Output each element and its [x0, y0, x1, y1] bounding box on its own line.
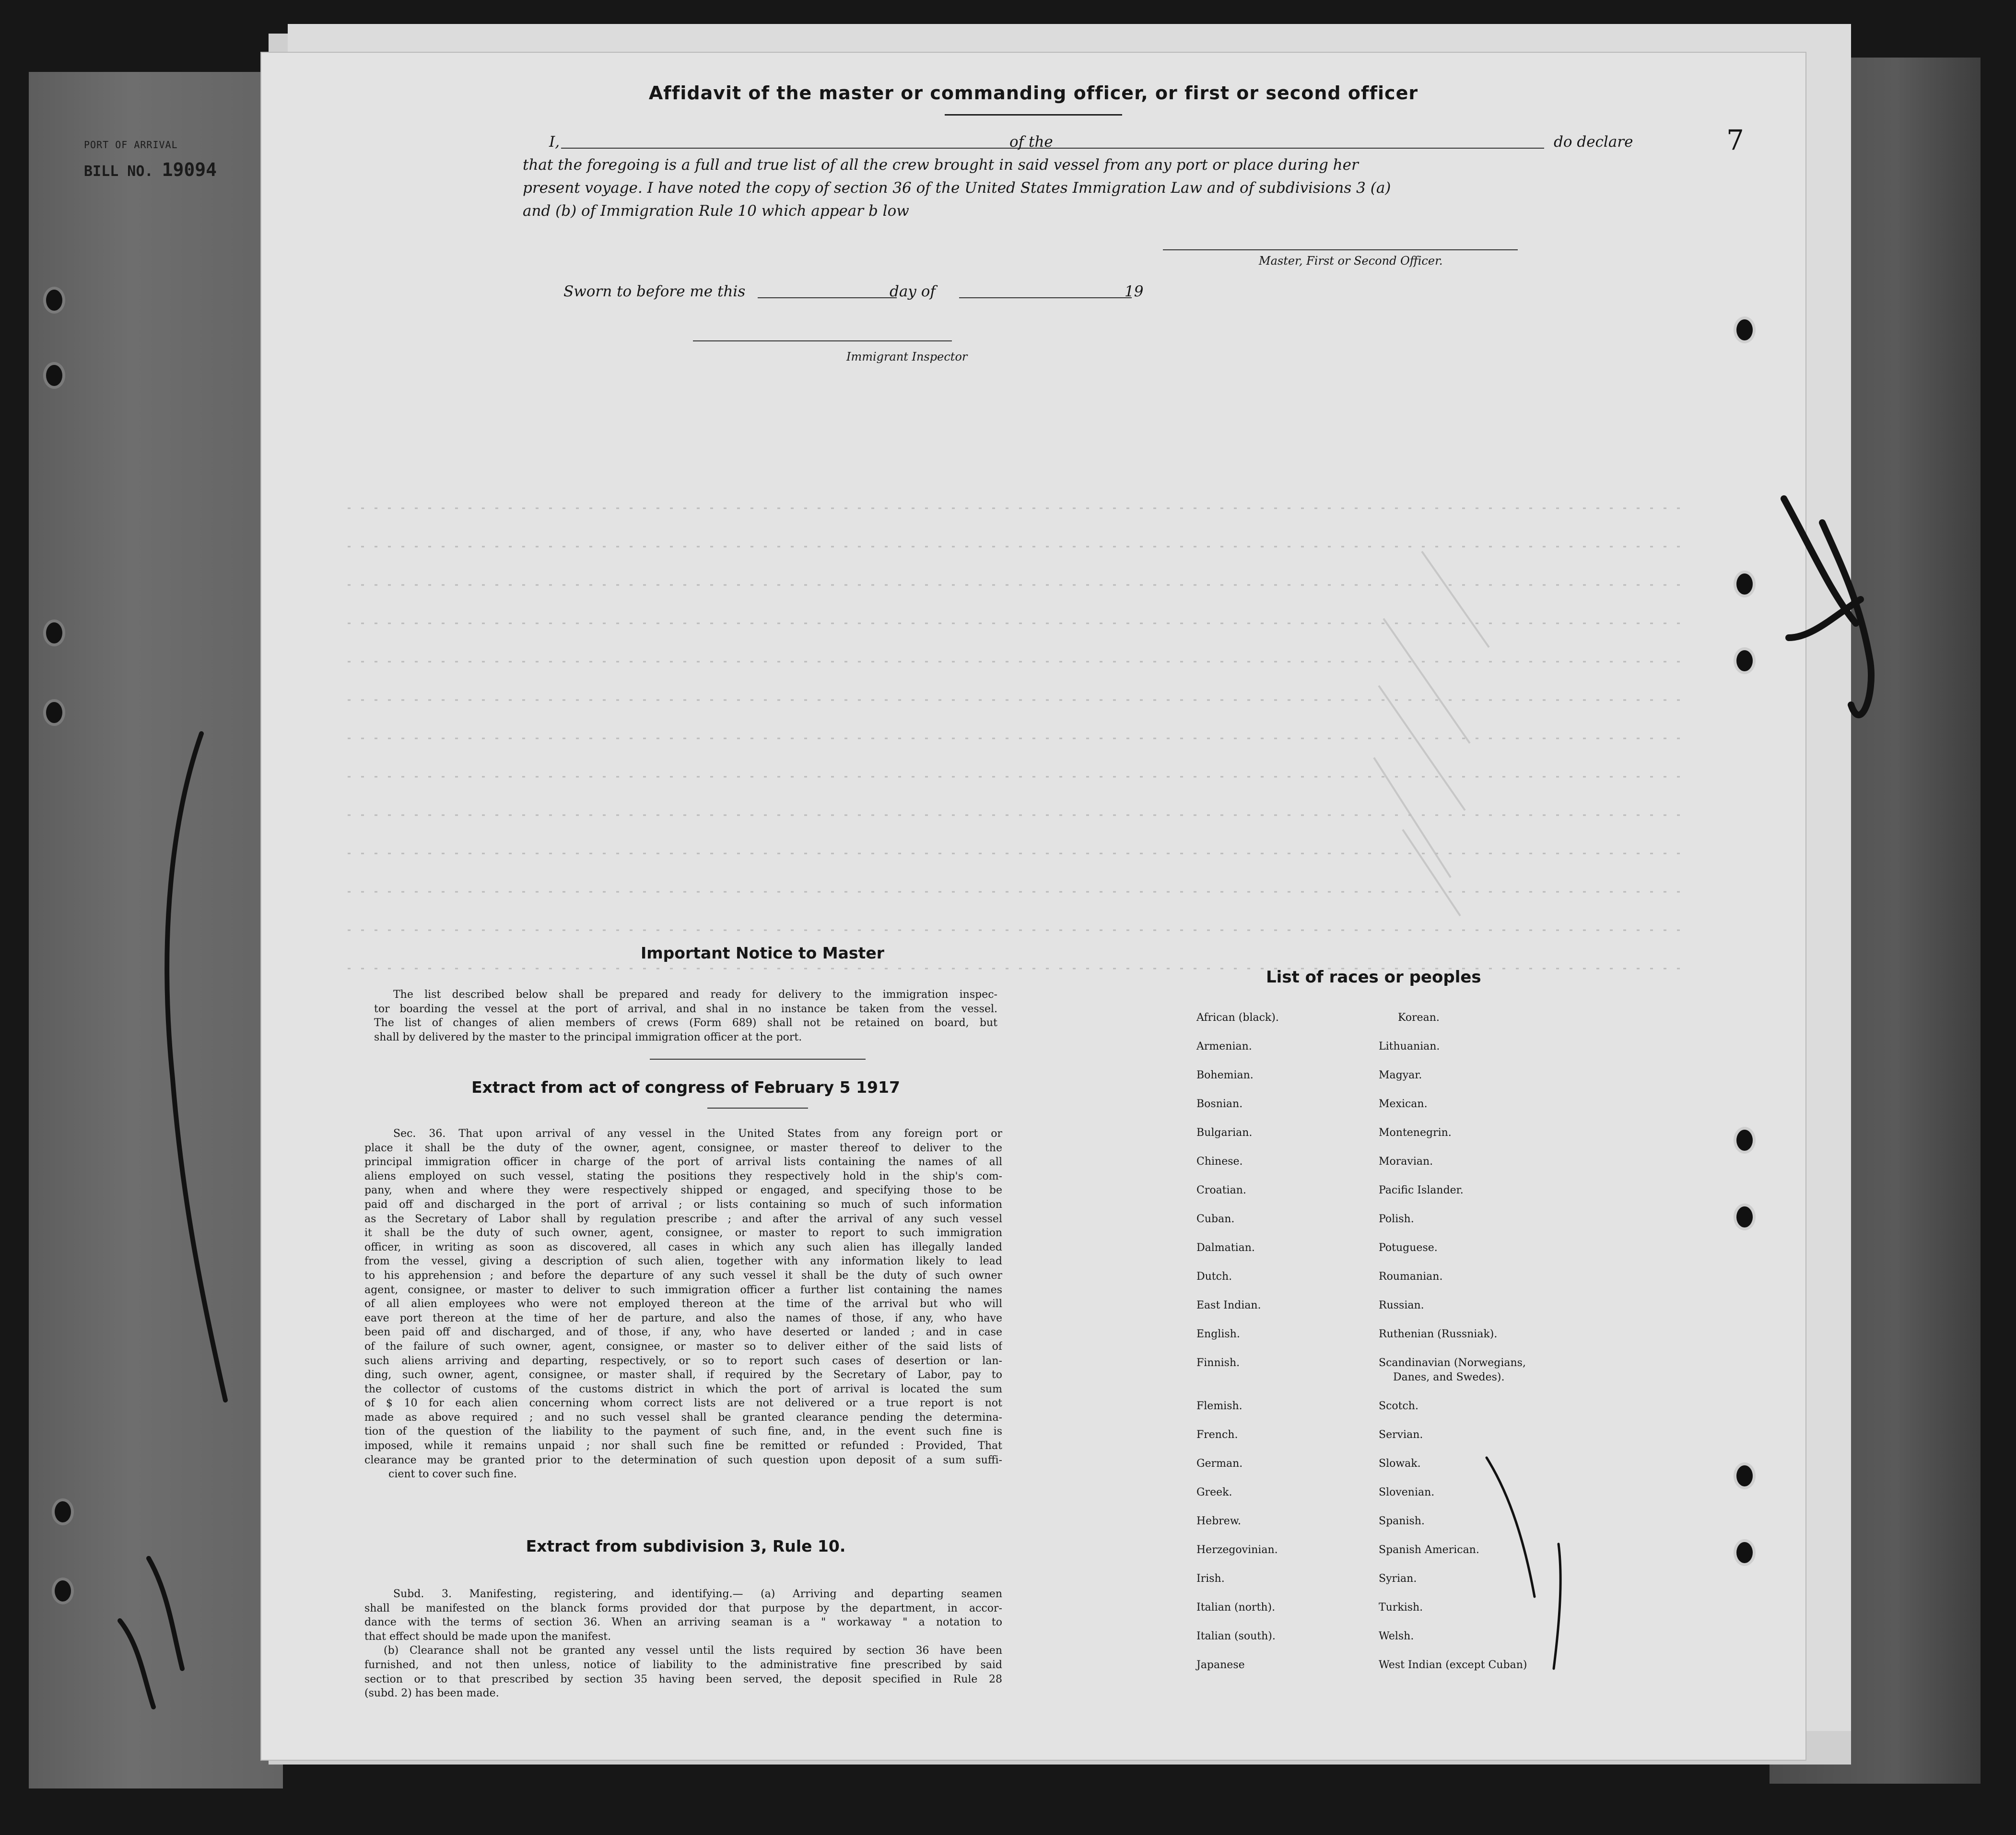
extract-rule-paragraph [364, 1587, 1002, 1701]
affidavit-line-3: present voyage. I have noted the copy of section 36 of the United States Immigration Law and of subdivisions 3 (a) [523, 179, 1391, 197]
sworn-day-blank [758, 297, 897, 298]
race-item: Spanish. [1379, 1515, 1425, 1527]
affidavit-line-4: and (b) of Immigration Rule 10 which appear b low [523, 202, 909, 220]
rule-line: dance with the terms of section 36. When an arriving seaman is a " workaway " a notation to [364, 1616, 1002, 1629]
stamp-bill-row [84, 159, 266, 180]
race-item: Hebrew. [1196, 1515, 1242, 1527]
inspector-signature-line [693, 340, 952, 341]
rule-line: furnished, and not then unless, notice of liability to the administrative fine prescribed by said [364, 1659, 1002, 1671]
race-item: Finnish. [1196, 1357, 1240, 1369]
race-item: Mexican. [1379, 1098, 1428, 1110]
race-item: Potuguese. [1379, 1242, 1438, 1254]
affidavit-line-2: that the foregoing is a full and true list of all the crew brought in said vessel from any port or place during her [523, 156, 1359, 174]
notice-line: The list described below shall be prepared and ready for delivery to the immigration inspec- [393, 989, 997, 1001]
notice-line: shall by delivered by the master to the principal immigration officer at the port. [374, 1031, 802, 1043]
rule-line: that effect should be made upon the manifest. [364, 1630, 611, 1643]
punch-hole [1734, 316, 1756, 343]
act-line: aliens employed on such vessel, stating the positions they respectively hold in the ship's com- [364, 1170, 1002, 1182]
act-line: as the Secretary of Labor shall by regulation prescribe ; and after the arrival of any such vessel [364, 1213, 1002, 1225]
race-item: African (black). [1196, 1012, 1279, 1024]
race-item: German. [1196, 1458, 1243, 1470]
act-line: place it shall be the duty of the owner, agent, consignee, or master thereof to deliver to the [364, 1142, 1002, 1154]
rule-line: (subd. 2) has been made. [364, 1687, 499, 1700]
race-item: Scandinavian (Norwegians, [1379, 1357, 1526, 1369]
races-right-column [1379, 1012, 1666, 1731]
punch-hole [1734, 1204, 1756, 1230]
act-line: made as above required ; and no such vessel shall be granted clearance pending the determina- [364, 1411, 1002, 1424]
race-item: West Indian (except Cuban) [1379, 1659, 1527, 1671]
race-item: Bohemian. [1196, 1069, 1254, 1081]
act-line: of $ 10 for each alien concerning whom correct lists are not delivered or a true report is not [364, 1397, 1002, 1410]
act-line: paid off and discharged in the port of arrival ; or lists containing so much of such information [364, 1198, 1002, 1211]
race-item: Flemish. [1196, 1400, 1242, 1412]
notice-divider [650, 1059, 866, 1060]
race-item: Syrian. [1379, 1573, 1417, 1585]
race-item: Russian. [1379, 1299, 1424, 1311]
races-title: List of races or peoples [1266, 968, 1481, 987]
act-line: of the failure of such owner, agent, consignee, or master so to deliver either of the said lists of [364, 1340, 1002, 1353]
race-item: Italian (north). [1196, 1601, 1276, 1613]
race-item: Croatian. [1196, 1184, 1246, 1196]
race-item: English. [1196, 1328, 1240, 1340]
act-line: tion of the question of the liability to the payment of such fine, and, in the event such fine is [364, 1426, 1002, 1438]
act-line: Sec. 36. That upon arrival of any vessel in the United States from any foreign port or [393, 1128, 1002, 1140]
punch-hole [43, 619, 65, 646]
extract-act-paragraph [364, 1127, 1002, 1482]
punch-hole [43, 699, 65, 726]
sworn-month-blank [959, 297, 1132, 298]
act-line: ding, such owner, agent, consignee, or master shall, if required by the Secretary of Labor, pay to [364, 1369, 1002, 1381]
race-item: Greek. [1196, 1486, 1232, 1498]
act-line: such aliens arriving and departing, respectively, or so to report such cases of desertion or lan- [364, 1355, 1002, 1367]
race-item: Servian. [1379, 1429, 1423, 1441]
bill-label: BILL NO. [84, 163, 153, 180]
rule-line: section or to that prescribed by section 35 having been served, the deposit specified in Rule 28 [364, 1673, 1002, 1685]
race-item: Roumanian. [1379, 1271, 1443, 1283]
notice-title: Important Notice to Master [641, 944, 884, 962]
punch-hole [43, 287, 65, 314]
affidavit-title: Affidavit of the master or commanding officer, or first or second officer [648, 82, 1418, 104]
bleed-through-area [348, 446, 1738, 1021]
master-signature-label: Master, First or Second Officer. [1259, 254, 1443, 268]
race-item: Moravian. [1379, 1156, 1433, 1168]
act-line: to his apprehension ; and before the departure of any such vessel it shall be the duty of such owner [364, 1269, 1002, 1282]
inspector-label: Immigrant Inspector [846, 350, 968, 363]
rule-line: (b) Clearance shall not be granted any vessel until the lists required by section 36 have been [384, 1645, 1002, 1657]
folder-stamp [84, 139, 266, 235]
extract-rule-title: Extract from subdivision 3, Rule 10. [526, 1537, 846, 1555]
race-item: Korean. [1398, 1012, 1440, 1024]
notice-paragraph [374, 988, 997, 1044]
punch-hole [1734, 1539, 1756, 1566]
race-item: Lithuanian. [1379, 1040, 1440, 1052]
race-item: Danes, and Swedes). [1393, 1371, 1505, 1383]
margin-number: 7 [1726, 124, 1744, 156]
act-line: pany, when and where they were respectively shipped or engaged, and specifying those to be [364, 1184, 1002, 1197]
act-line: agent, consignee, or master to deliver to such immigration officer a further list containing the names [364, 1284, 1002, 1296]
punch-hole [1734, 1462, 1756, 1489]
race-item: Chinese. [1196, 1156, 1243, 1168]
race-item: Slovenian. [1379, 1486, 1435, 1498]
punch-hole [43, 362, 65, 389]
folder-board [29, 72, 283, 1788]
act-line: imposed, while it remains unpaid ; nor shall such fine be remitted or refunded : Provided, That [364, 1440, 1002, 1452]
bill-number: 19094 [162, 159, 217, 180]
rule-line: Subd. 3. Manifesting, registering, and identifying.— (a) Arriving and departing seamen [393, 1588, 1002, 1600]
punch-hole [52, 1498, 74, 1525]
master-signature-line [1163, 249, 1518, 250]
race-item: Dalmatian. [1196, 1242, 1255, 1254]
act-line: officer, in writing as soon as discovered, all cases in which any such alien has illegally landed [364, 1241, 1002, 1253]
race-item: Magyar. [1379, 1069, 1422, 1081]
bleed-through-texture [348, 446, 1738, 1021]
race-item: Spanish American. [1379, 1544, 1479, 1556]
punch-hole [1734, 1127, 1756, 1154]
rule-line: shall be manifested on the blanck forms provided dor that purpose by the department, in accor- [364, 1602, 1002, 1614]
day-of-label: day of [890, 283, 936, 300]
race-item: Armenian. [1196, 1040, 1252, 1052]
extract-act-underline [707, 1108, 808, 1109]
race-item: Dutch. [1196, 1271, 1232, 1283]
affidavit-i: I, [549, 133, 560, 151]
race-item: Japanese [1196, 1659, 1245, 1671]
races-left-column [1196, 1012, 1379, 1731]
act-line: eave port thereon at the time of her de parture, and also the names of those, if any, who have [364, 1312, 1002, 1324]
race-item: Italian (south). [1196, 1630, 1276, 1642]
race-item: Welsh. [1379, 1630, 1414, 1642]
stamp-port-line: PORT OF ARRIVAL [84, 139, 178, 151]
sworn-before-label: Sworn to before me this [563, 283, 746, 300]
act-line: cient to cover such fine. [388, 1468, 517, 1481]
race-item: French. [1196, 1429, 1238, 1441]
race-item: Herzegovinian. [1196, 1544, 1278, 1556]
affidavit-do-declare: do declare [1554, 133, 1633, 151]
race-item: Irish. [1196, 1573, 1225, 1585]
act-line: from the vessel, giving a description of such alien, together with any information likely to lead [364, 1255, 1002, 1268]
affidavit-of-the: of the [1009, 133, 1053, 151]
notice-line: tor boarding the vessel at the port of arrival, and shal in no instance be taken from the vessel. [374, 1003, 997, 1015]
act-line: been paid off and discharged, and of those, if any, who have deserted or landed ; and in case [364, 1326, 1002, 1339]
race-item: Montenegrin. [1379, 1127, 1452, 1139]
race-item: Polish. [1379, 1213, 1414, 1225]
title-underline [945, 114, 1122, 116]
race-item: Bulgarian. [1196, 1127, 1253, 1139]
notice-line: The list of changes of alien members of crews (Form 689) shall not be retained on board, but [374, 1017, 997, 1029]
race-item: Turkish. [1379, 1601, 1423, 1613]
race-item: Bosnian. [1196, 1098, 1243, 1110]
manifest-sheet [261, 53, 1805, 1760]
act-line: the collector of customs of the customs district in which the port of arrival is located the sum [364, 1383, 1002, 1395]
act-line: of all alien employees who were not employed thereon at the time of the arrival but who will [364, 1298, 1002, 1310]
act-line: principal immigration officer in charge of the port of arrival lists containing the names of all [364, 1156, 1002, 1169]
year-prefix: 19 [1125, 283, 1144, 300]
act-line: clearance may be granted prior to the determination of such question upon deposit of a sum suffi- [364, 1454, 1002, 1466]
race-item: Cuban. [1196, 1213, 1235, 1225]
vessel-blank [1060, 148, 1544, 149]
race-item: Scotch. [1379, 1400, 1418, 1412]
race-item: Pacific Islander. [1379, 1184, 1464, 1196]
race-item: Ruthenian (Russniak). [1379, 1328, 1498, 1340]
race-item: Slowak. [1379, 1458, 1421, 1470]
punch-hole [52, 1578, 74, 1604]
act-line: it shall be the duty of such owner, agent, consignee, or master to report to such immigration [364, 1227, 1002, 1239]
extract-act-title: Extract from act of congress of February 5 1917 [471, 1078, 900, 1097]
race-item: East Indian. [1196, 1299, 1261, 1311]
